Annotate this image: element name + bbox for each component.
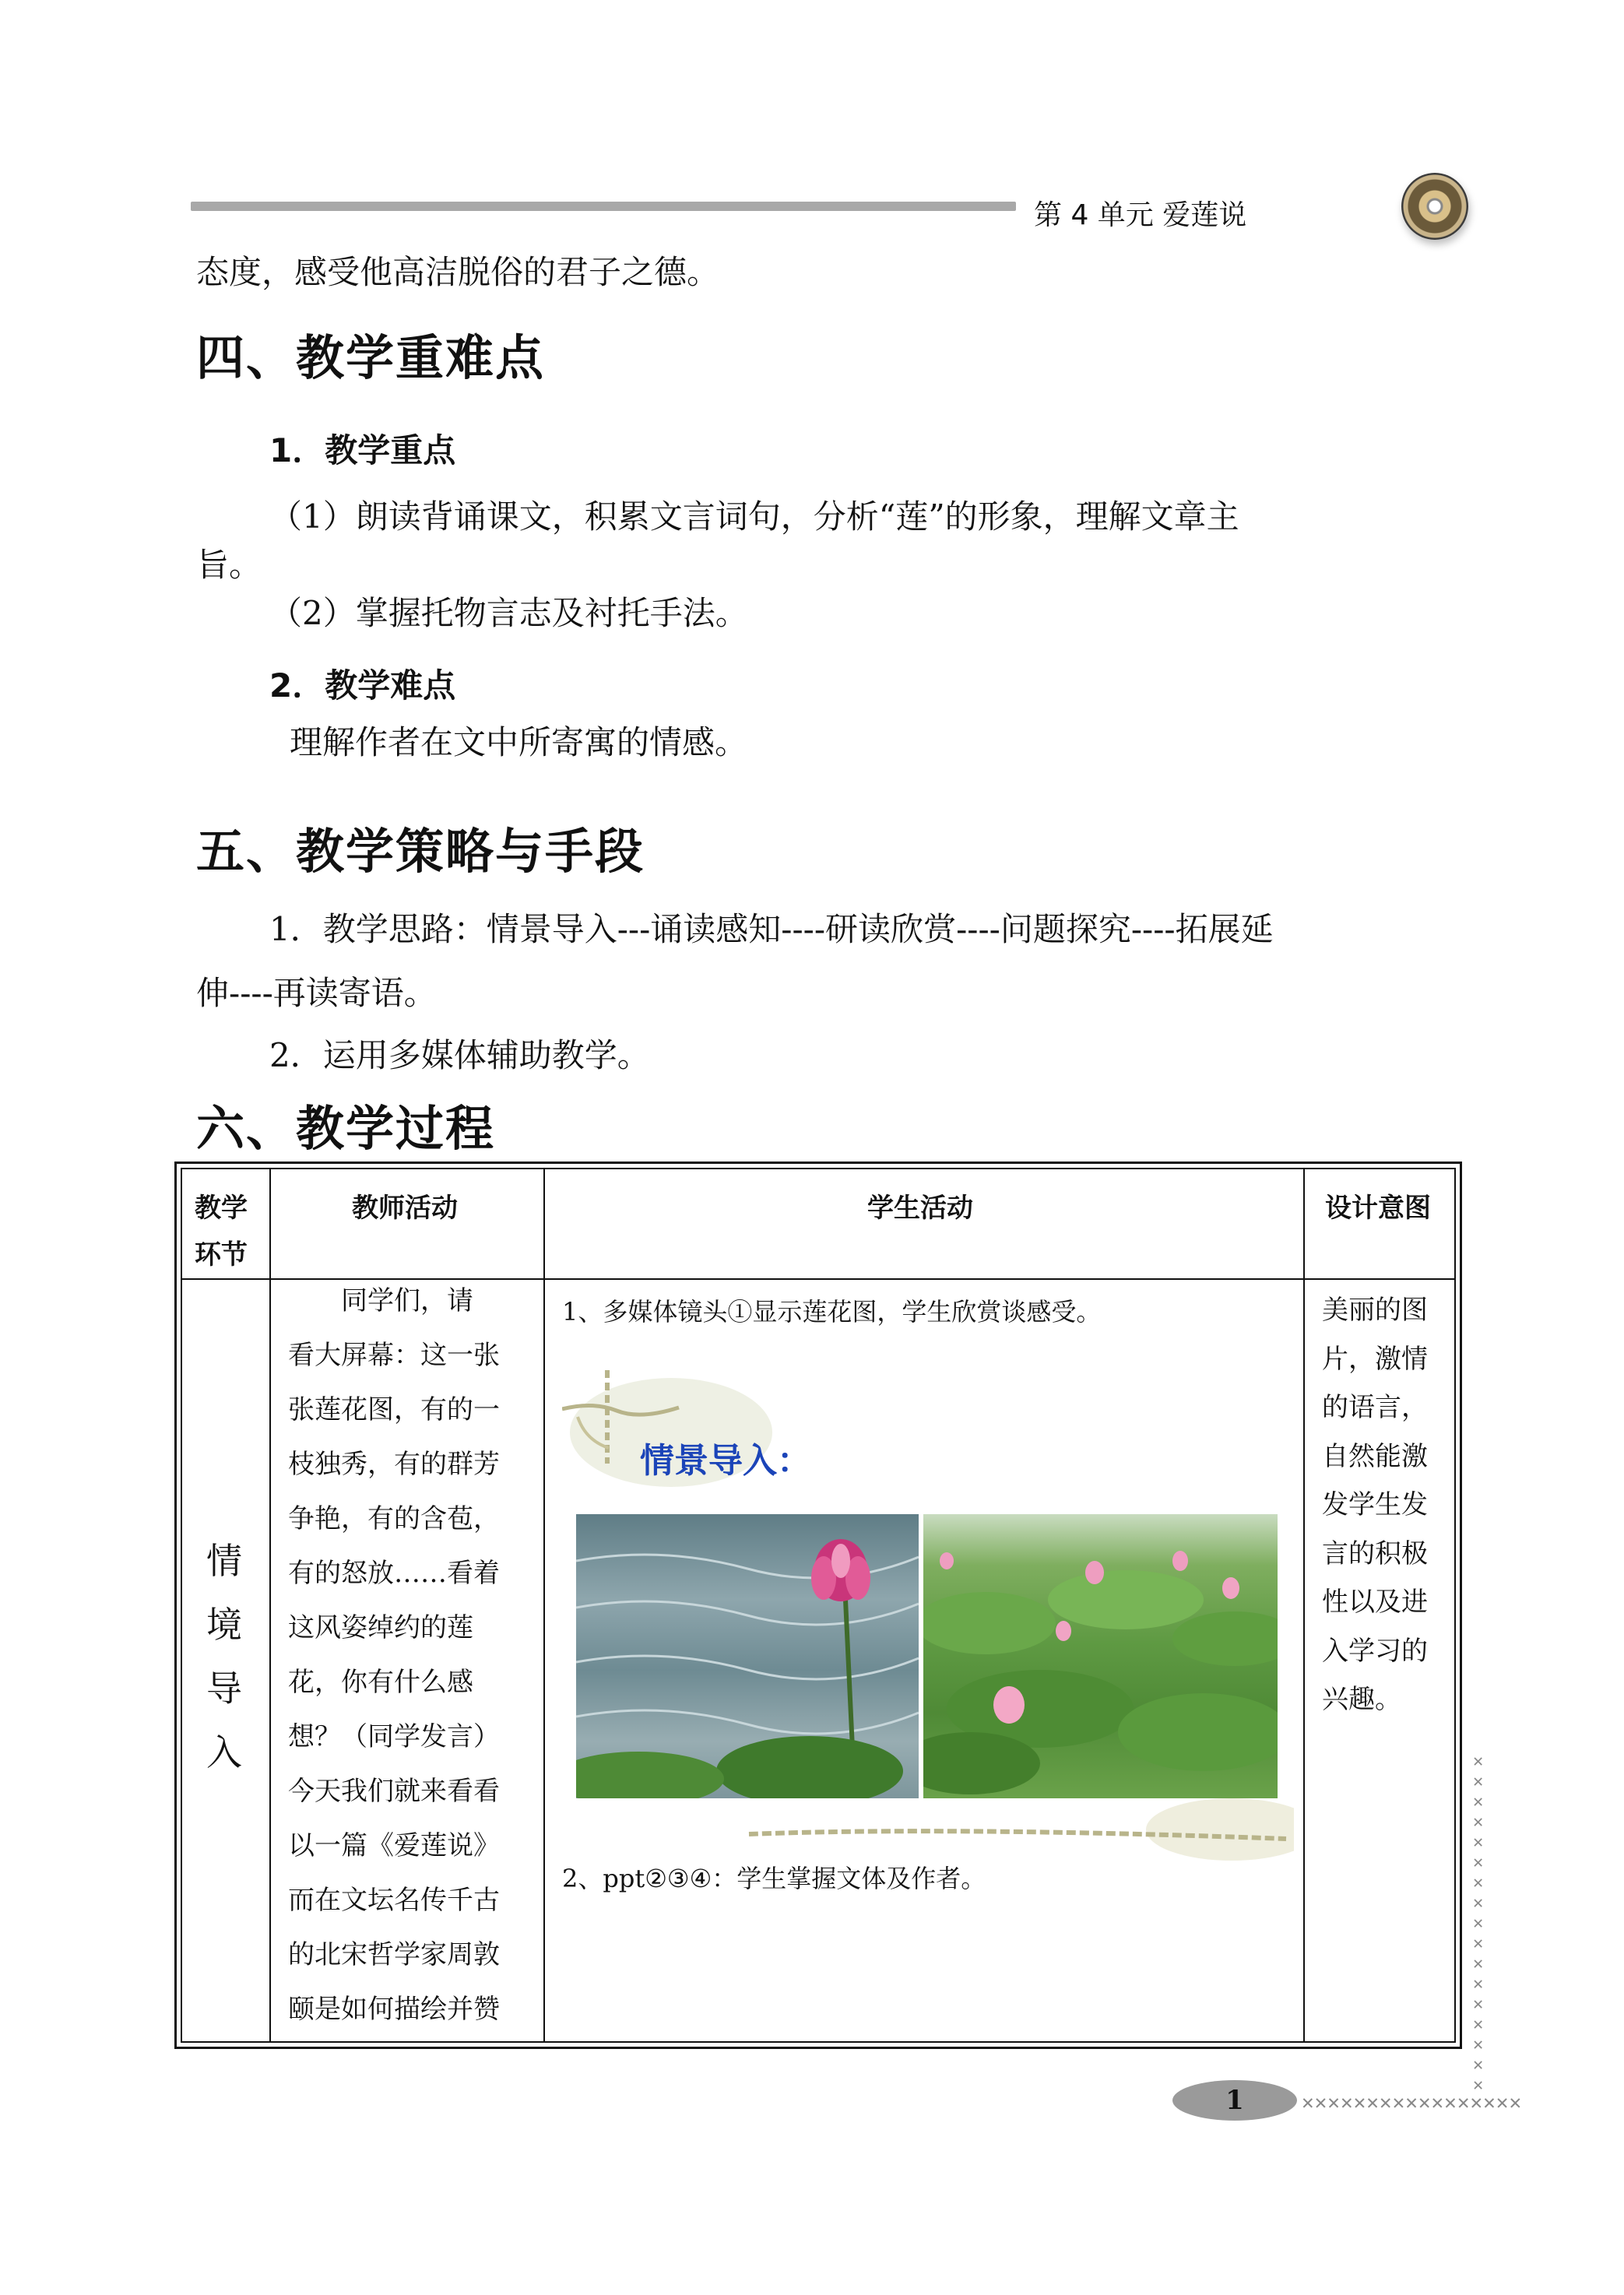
section4-sub1-line2: （2）掌握托物言志及衬托手法。 bbox=[269, 594, 748, 632]
section4-sub1-line1: （1）朗读背诵课文，积累文言词句，分析“莲”的形象，理解文章主 bbox=[269, 497, 1239, 536]
section4-title: 四、教学重难点 bbox=[196, 329, 546, 386]
cd-disc-icon bbox=[1401, 173, 1468, 240]
design-line: 发学生发 bbox=[1322, 1489, 1428, 1520]
dotted-border-horizontal-icon: ✕✕✕✕✕✕✕✕✕✕✕✕✕✕✕✕✕ bbox=[1302, 2091, 1523, 2114]
slide-image bbox=[562, 1362, 1294, 1864]
intro-tail: 态度，感受他高洁脱俗的君子之德。 bbox=[196, 253, 720, 291]
teacher-line: 同学们，请 bbox=[288, 1285, 473, 1316]
teacher-line: 的北宋哲学家周敦 bbox=[288, 1939, 500, 1970]
section4-sub2-line: 理解作者在文中所寄寓的情感。 bbox=[290, 723, 748, 761]
col-divider-1 bbox=[269, 1168, 271, 2043]
header-rule bbox=[191, 202, 1016, 211]
lotus-flower-icon bbox=[576, 1514, 919, 1798]
teacher-line: 张莲花图，有的一 bbox=[288, 1394, 500, 1425]
dotted-border-vertical-icon: ✕ ✕ ✕ ✕ ✕ ✕ ✕ ✕ ✕ ✕ ✕ ✕ ✕ ✕ ✕ ✕ ✕ bbox=[1473, 1752, 1484, 2095]
lotus-photo-right bbox=[923, 1514, 1278, 1798]
teacher-activity bbox=[288, 1274, 537, 2037]
design-line: 片，激情 bbox=[1322, 1343, 1428, 1375]
section6-title: 六、教学过程 bbox=[196, 1100, 496, 1157]
stage-char: 入 bbox=[206, 1731, 242, 1773]
slide-title: 情景导入： bbox=[640, 1441, 811, 1481]
teacher-line: 想？（同学发言） bbox=[288, 1721, 500, 1752]
col-divider-3 bbox=[1303, 1168, 1305, 2043]
design-line: 入学习的 bbox=[1322, 1635, 1428, 1667]
section4-sub2: 2．教学难点 bbox=[269, 666, 456, 705]
section4-sub1: 1．教学重点 bbox=[269, 431, 456, 469]
design-line: 兴趣。 bbox=[1322, 1684, 1401, 1715]
col-divider-2 bbox=[543, 1168, 545, 2043]
design-line: 自然能激 bbox=[1322, 1440, 1428, 1472]
lotus-photo-left bbox=[576, 1514, 919, 1798]
student-line-1: 1、多媒体镜头①显示莲花图，学生欣赏谈感受。 bbox=[562, 1297, 1102, 1327]
th-design: 设计意图 bbox=[1325, 1193, 1431, 1224]
teacher-line: 而在文坛名传千古 bbox=[288, 1885, 500, 1916]
stage-char: 情 bbox=[206, 1540, 242, 1582]
teacher-line: 这风姿绰约的莲 bbox=[288, 1612, 473, 1643]
page-number: 1 bbox=[1225, 2085, 1244, 2116]
student-line-2: 2、ppt②③④：学生掌握文体及作者。 bbox=[562, 1864, 986, 1893]
teacher-line: 今天我们就来看看 bbox=[288, 1776, 500, 1807]
design-line: 性以及进 bbox=[1322, 1587, 1428, 1618]
section5-line1: 1．教学思路：情景导入---诵读感知----研读欣赏----问题探究----拓展延 bbox=[269, 910, 1274, 948]
design-line: 的语言， bbox=[1322, 1392, 1428, 1423]
section5-line2: 2．运用多媒体辅助教学。 bbox=[269, 1036, 650, 1074]
running-header: 第 4 单元 爱莲说 bbox=[1034, 199, 1247, 231]
lotus-pond-icon bbox=[923, 1514, 1278, 1798]
section5-line1b: 伸----再读寄语。 bbox=[196, 974, 437, 1012]
section5-title: 五、教学策略与手段 bbox=[196, 823, 645, 880]
teacher-line: 争艳，有的含苞， bbox=[288, 1503, 500, 1534]
design-line: 美丽的图 bbox=[1322, 1295, 1428, 1326]
section4-sub1-line1b: 旨。 bbox=[196, 546, 262, 584]
th-student: 学生活动 bbox=[867, 1193, 973, 1224]
design-intent bbox=[1322, 1286, 1454, 1724]
stage-char: 导 bbox=[206, 1668, 242, 1710]
teacher-line: 花，你有什么感 bbox=[288, 1667, 473, 1698]
teacher-line: 枝独秀，有的群芳 bbox=[288, 1449, 500, 1480]
design-line: 言的积极 bbox=[1322, 1538, 1428, 1569]
th-stage-line2: 环节 bbox=[195, 1239, 248, 1271]
stage-cell bbox=[201, 1529, 248, 1784]
stage-char: 境 bbox=[206, 1604, 242, 1646]
teacher-line: 以一篇《爱莲说》 bbox=[288, 1830, 500, 1861]
th-stage-line1: 教学 bbox=[195, 1193, 248, 1224]
teacher-line: 看大屏幕：这一张 bbox=[288, 1340, 500, 1371]
teacher-line: 有的怒放……看着 bbox=[288, 1558, 500, 1589]
th-teacher: 教师活动 bbox=[352, 1193, 458, 1224]
teacher-line: 颐是如何描绘并赞 bbox=[288, 1994, 500, 2025]
